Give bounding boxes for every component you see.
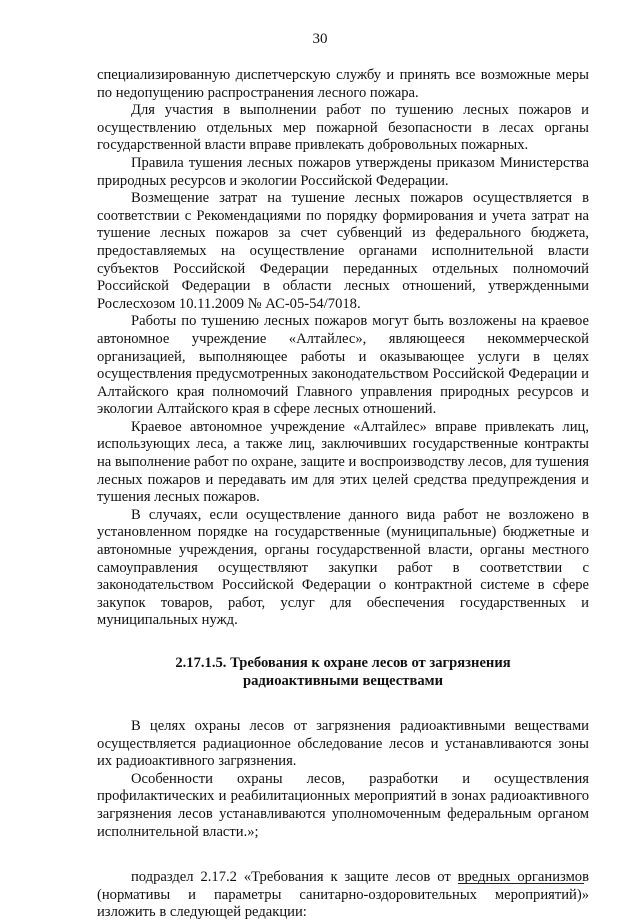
paragraph: Правила тушения лесных пожаров утверждены приказом Министерства природных ресурсов и экологии Российской Федерации.	[97, 154, 589, 189]
paragraph: Возмещение затрат на тушение лесных пожаров осуществляется в соответствии с Рекомендациями по порядку формирования и учета затрат на тушение лесных пожаров за счет субвенций из федерального бюджета, предоставляемых на осуществление органами исполнительной власти субъектов Российской Федерации переданных отдельных полномочий Российской Федерации в области лесных отношений, утвержденными Рослесхозом 10.11.2009 № АС-05-54/7018.	[97, 190, 589, 312]
footer-rule	[458, 883, 584, 884]
section-heading-line: 2.17.1.5. Требования к охране лесов от загрязнения	[175, 655, 511, 671]
paragraph: подраздел 2.17.2 «Требования к защите лесов от вредных организмов (нормативы и параметры санитарно-оздоровительных мероприятий)» изложить в следующей редакции:	[97, 869, 589, 921]
section-heading-line: радиоактивными веществами	[243, 673, 443, 689]
paragraph: Краевое автономное учреждение «Алтайлес» вправе привлекать лиц, использующих леса, а также лиц, заключивших государственные контракты на выполнение работ по охране, защите и воспроизводству лесов, для тушения лесных пожаров и передавать им для этих целей средства предупреждения и тушения лесных пожаров.	[97, 418, 589, 506]
paragraph: Работы по тушению лесных пожаров могут быть возложены на краевое автономное учреждение «Алтайлес», являющееся некоммерческой организацией, выполняющее работы и оказывающее услуги в целях осуществления предусмотренных законодательством Российской Федерации и Алтайского края полномочий Главного управления природных ресурсов и экологии Алтайского края в сфере лесных отношений.	[97, 313, 589, 418]
paragraph: специализированную диспетчерскую службу и принять все возможные меры по недопущению распространения лесного пожара.	[97, 67, 589, 101]
paragraph: Особенности охраны лесов, разработки и осуществления профилактических и реабилитационных мероприятий в зонах радиоактивного загрязнения лесов устанавливаются уполномоченным федеральным органом исполнительной власти.»;	[97, 770, 589, 840]
paragraph: Для участия в выполнении работ по тушению лесных пожаров и осуществлению отдельных мер пожарной безопасности в лесах органы государственной власти вправе привлекать добровольных пожарных.	[97, 102, 589, 154]
section-heading	[97, 654, 589, 690]
document-body	[97, 67, 589, 922]
spacer	[97, 841, 589, 869]
paragraph: В случаях, если осуществление данного вида работ не возложено в установленном порядке на государственные (муниципальные) бюджетные и автономные учреждения, органы государственной власти, органы местного самоуправления осуществляют закупки работ в соответствии с законодательством Российской Федерации о контрактной системе в сфере закупок товаров, работ, услуг для обеспечения государственных и муниципальных нужд.	[97, 506, 589, 629]
paragraph: В целях охраны лесов от загрязнения радиоактивными веществами осуществляется радиационное обследование лесов и устанавливаются зоны их радиоактивного загрязнения.	[97, 718, 589, 770]
page-number: 30	[312, 31, 328, 47]
